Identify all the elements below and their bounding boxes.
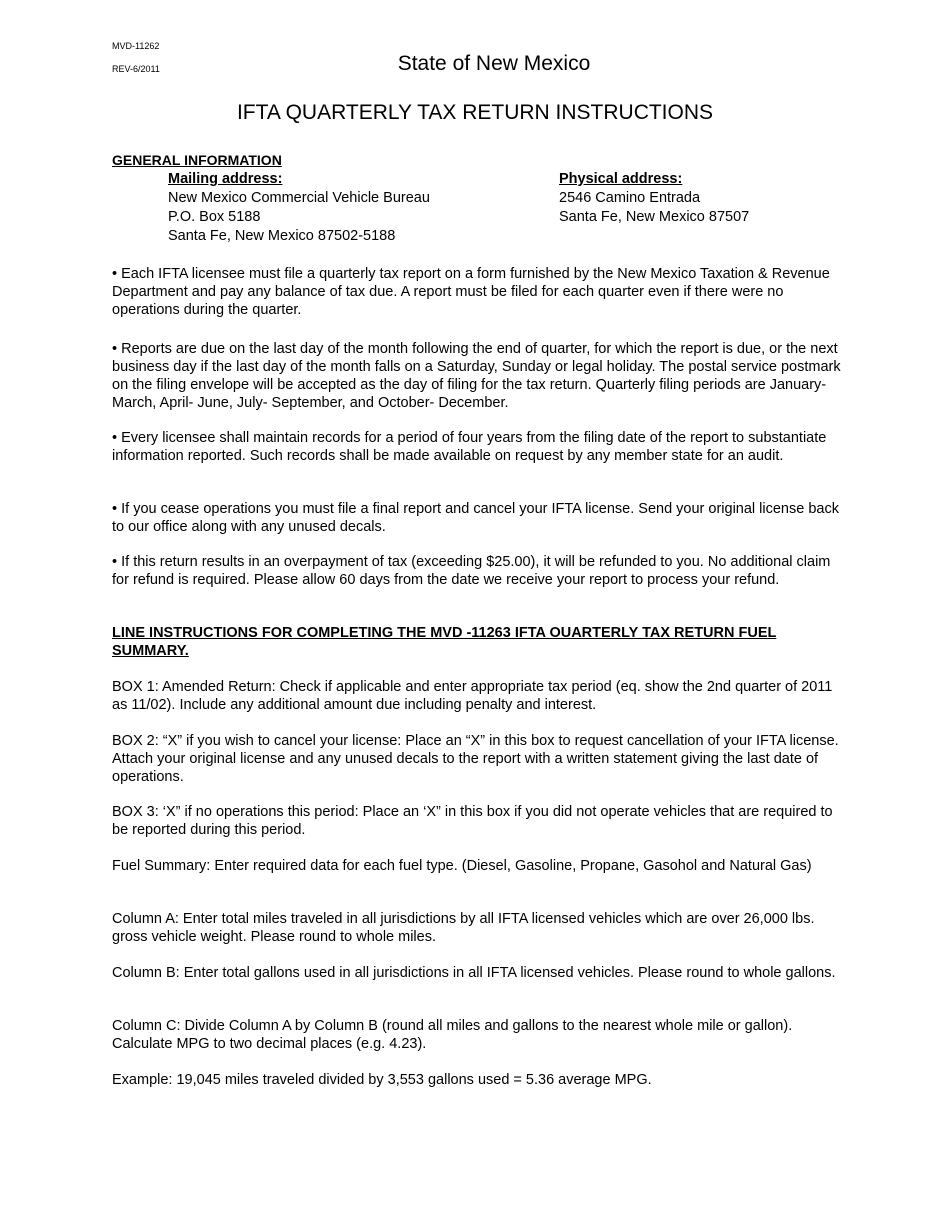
mailing-address-line1: New Mexico Commercial Vehicle Bureau [168,190,430,206]
mailing-address-line3: Santa Fe, New Mexico 87502-5188 [168,228,396,244]
bullet-quarterly-report: • Each IFTA licensee must file a quarterly tax report on a form furnished by the New Mexico Taxation & Revenue Department and pay any balance of tax due. A report must be filed for each quarter even if there were no operations during the quarter. [112,266,830,318]
instruction-column-c: Column C: Divide Column A by Column B (round all miles and gallons to the nearest whole mile or gallon). Calculate MPG to two decimal places (e.g. 4.23). [112,1018,793,1052]
instruction-box-2: BOX 2: “X” if you wish to cancel your license: Place an “X” in this box to request cancellation of your IFTA license. Attach your original license and any unused decals to the report with a written statement giving the last date of operations. [112,733,839,785]
general-information-heading: GENERAL INFORMATION [112,152,282,168]
physical-address-line1: 2546 Camino Entrada [559,190,701,206]
physical-address-line2: Santa Fe, New Mexico 87507 [559,209,750,225]
mailing-address-block [168,170,430,246]
form-revision: REV-6/2011 [112,64,160,74]
instruction-column-a: Column A: Enter total miles traveled in all jurisdictions by all IFTA licensed vehicles which are over 26,000 lbs. gross vehicle weight. Please round to whole miles. [112,911,815,945]
bullet-due-dates: • Reports are due on the last day of the month following the end of quarter, for which the report is due, or the next business day if the last day of the month falls on a Saturday, Sunday or legal holiday. The postal service postmark on the filing envelope will be accepted as the day of filing for the tax return. Quarterly filing periods are January- March, April- June, July- September, and October- December. [112,341,841,411]
form-number: MVD-11262 [112,41,160,51]
instruction-fuel-summary: Fuel Summary: Enter required data for each fuel type. (Diesel, Gasoline, Propane, Gasohol and Natural Gas) [112,858,812,874]
state-title: State of New Mexico [397,52,591,75]
mailing-address-label: Mailing address: [168,171,283,187]
instruction-box-1: BOX 1: Amended Return: Check if applicable and enter appropriate tax period (eq. show the 2nd quarter of 2011 as 11/02). Include any additional amount due including penalty and interest. [112,679,833,713]
line-instructions-heading: LINE INSTRUCTIONS FOR COMPLETING THE MVD -11263 IFTA OUARTERLY TAX RETURN FUEL SUMMARY. [112,625,777,659]
instruction-box-3: BOX 3: ‘X” if no operations this period: Place an ‘X” in this box if you did not operate vehicles that are required to be reported during this period. [112,804,833,838]
bullet-overpayment: • If this return results in an overpayment of tax (exceeding $25.00), it will be refunded to you. No additional claim for refund is required. Please allow 60 days from the date we receive your report to process your refund. [112,554,831,588]
document-title: IFTA QUARTERLY TAX RETURN INSTRUCTIONS [236,101,714,124]
mailing-address-line2: P.O. Box 5188 [168,209,261,225]
bullet-cease-operations: • If you cease operations you must file a final report and cancel your IFTA license. Send your original license back to our office along with any unused decals. [112,501,839,535]
physical-address-block [559,170,749,227]
bullet-records: • Every licensee shall maintain records for a period of four years from the filing date of the report to substantiate information reported. Such records shall be made available on request by any member state for an audit. [112,430,827,464]
instruction-column-b: Column B: Enter total gallons used in all jurisdictions in all IFTA licensed vehicles. Please round to whole gallons. [112,965,836,981]
physical-address-label: Physical address: [559,171,683,187]
instruction-example: Example: 19,045 miles traveled divided by 3,553 gallons used = 5.36 average MPG. [112,1072,652,1088]
